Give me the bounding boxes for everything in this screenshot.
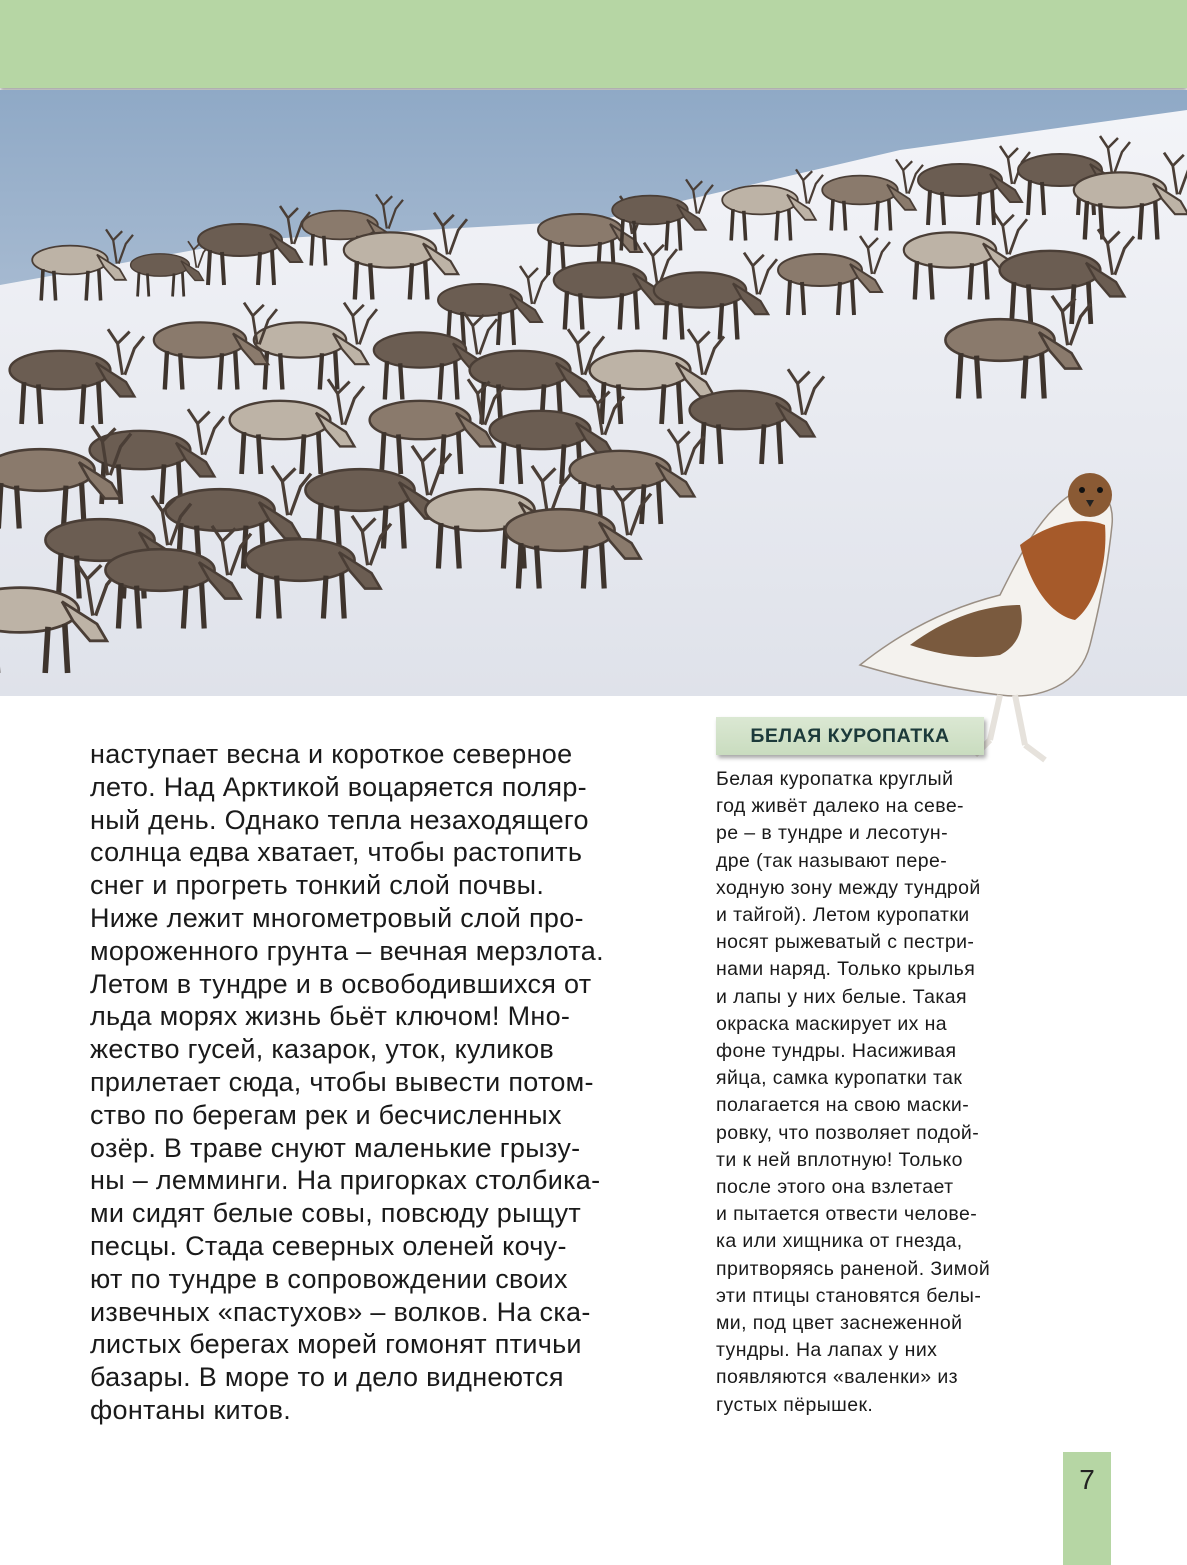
main-text-line: базары. В море то и дело виднеются [90, 1362, 564, 1393]
main-text-line: ство по берегам рек и бесчисленных [90, 1099, 562, 1130]
sidebar-text-line: фоне тундры. Насиживая [716, 1040, 957, 1063]
sidebar-text-line: появляются «валенки» из [716, 1366, 958, 1389]
main-text-line: песцы. Стада северных оленей кочу- [90, 1230, 567, 1261]
page-number: 7 [1079, 1464, 1095, 1495]
sidebar-text-line: полагается на свою маски- [716, 1094, 970, 1117]
main-text-line: жество гусей, казарок, уток, куликов [90, 1034, 555, 1065]
sidebar-text-line: окраска маскирует их на [716, 1012, 948, 1035]
main-text-line: озёр. В траве снуют маленькие грызу- [90, 1132, 581, 1163]
sidebar-text-line: Белая куропатка круглый [716, 768, 954, 790]
sidebar-text-line: яйца, самка куропатки так [716, 1067, 963, 1090]
sidebar-text-line: эти птицы становятся белы- [716, 1284, 982, 1307]
sidebar-text-line: густых пёрышек. [716, 1393, 874, 1416]
sidebar-text-line: и лапы у них белые. Такая [716, 985, 967, 1008]
sidebar-text-line: ти к ней вплотную! Только [716, 1148, 963, 1171]
main-text-line: прилетает сюда, чтобы вывести потом- [90, 1066, 594, 1097]
main-article-text [90, 738, 650, 1427]
sidebar-text-line: год живёт далеко на севе- [716, 795, 964, 818]
header-band [0, 0, 1187, 88]
sidebar-text-line: ка или хищника от гнезда, [716, 1230, 963, 1253]
sidebar-text-line: и пытается отвести челове- [716, 1203, 978, 1226]
main-text-line: ный день. Однако тепла незаходящего [90, 804, 589, 835]
main-text-line: льда морях жизнь бьёт ключом! Мно- [90, 1001, 571, 1032]
sidebar-text-line: дре (так называют пере- [716, 849, 948, 872]
main-text-line: снег и прогреть тонкий слой почвы. [90, 870, 545, 901]
sidebar-text-line: ходную зону между тундрой [716, 876, 981, 899]
main-text-line: Летом в тундре и в освободившихся от [90, 968, 592, 999]
sidebar-text-line: и тайгой). Летом куропатки [716, 904, 970, 927]
main-text-line: Ниже лежит многометровый слой про- [90, 902, 584, 933]
sidebar-text-line: ми, под цвет заснеженной [716, 1312, 963, 1335]
sidebar-text-line: после этого она взлетает [716, 1176, 954, 1199]
main-text-line: извечных «пастухов» – волков. На ска- [90, 1296, 591, 1327]
sidebar-text-line: тундры. На лапах у них [716, 1339, 938, 1362]
main-text-line: ны – лемминги. На пригорках столбика- [90, 1165, 601, 1196]
main-text-line: солнца едва хватает, чтобы растопить [90, 837, 583, 868]
main-text-line: ют по тундре в сопровождении своих [90, 1263, 568, 1294]
sidebar-text-line: ре – в тундре и лесотун- [716, 822, 948, 845]
sidebar-text-line: носят рыжеватый с пестри- [716, 931, 975, 954]
main-text-line: наступает весна и короткое северное [90, 739, 573, 769]
sidebar-text-line: нами наряд. Только крылья [716, 958, 976, 981]
sidebar-text [716, 766, 1046, 1419]
sidebar-text-line: ровку, что позволяет подой- [716, 1121, 980, 1144]
main-text-line: мороженного грунта – вечная мерзлота. [90, 935, 604, 966]
main-text-line: листых берегах морей гомонят птичьи [90, 1329, 582, 1360]
main-text-line: ми сидят белые совы, повсюду рыщут [90, 1198, 582, 1229]
main-text-line: лето. Над Арктикой воцаряется поляр- [90, 771, 587, 802]
page-number-tab [1063, 1452, 1111, 1565]
main-text-line: фонтаны китов. [90, 1394, 292, 1425]
sidebar-text-line: притворяясь раненой. Зимой [716, 1257, 991, 1280]
sidebar-title: БЕЛАЯ КУРОПАТКА [716, 717, 984, 755]
